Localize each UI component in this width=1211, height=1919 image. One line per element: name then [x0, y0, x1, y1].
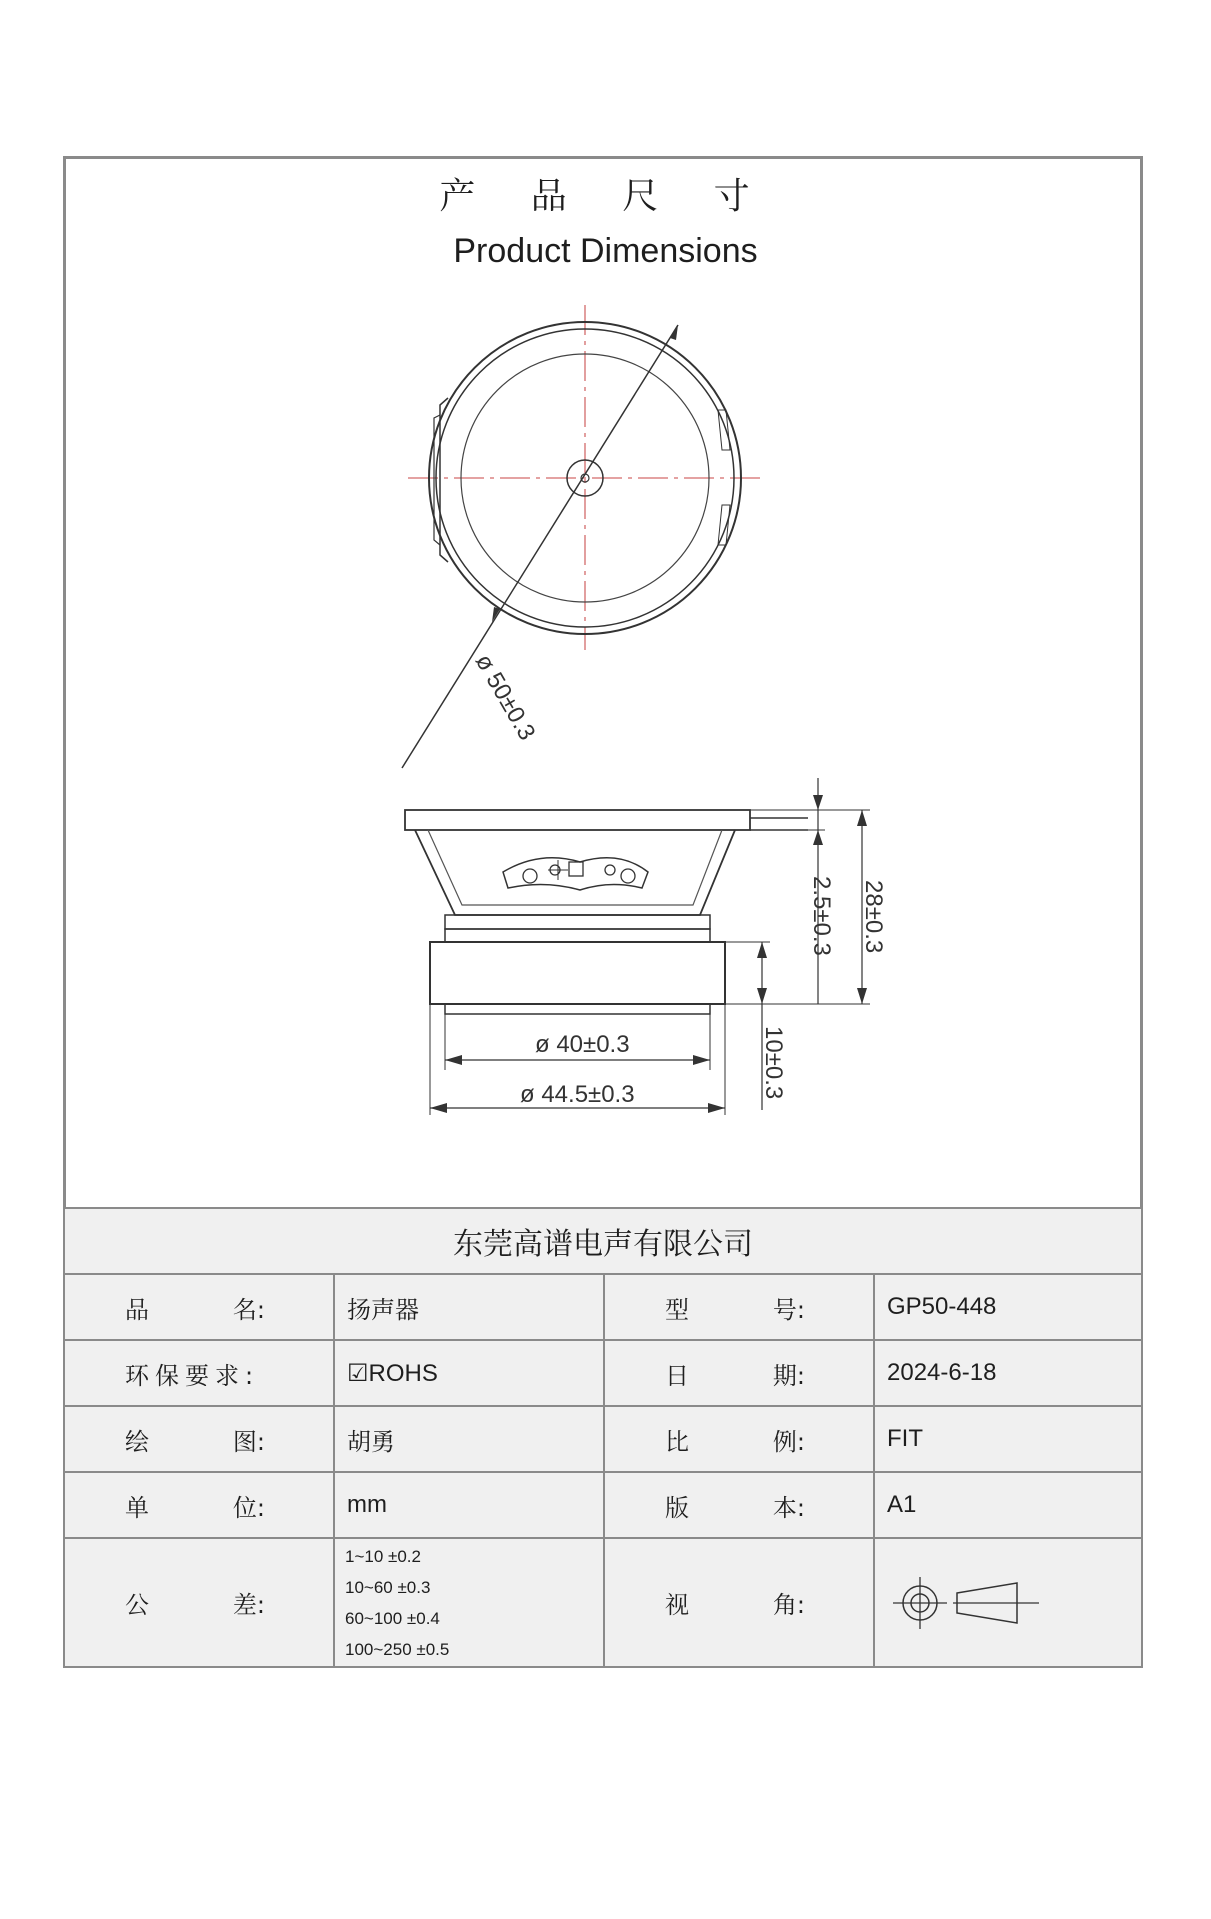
magnet [430, 942, 725, 1004]
label-model: 型 号: [603, 1273, 875, 1341]
flange-height-label: 2.5±0.3 [808, 876, 835, 956]
inner-diameter-label: ø 40±0.3 [535, 1031, 630, 1058]
value-tolerance [333, 1537, 605, 1668]
label-scale: 比 例: [603, 1405, 875, 1473]
value-environmental: ☑ROHS [333, 1339, 605, 1407]
label-product-name: 品 名: [63, 1273, 335, 1341]
side-view [405, 778, 887, 1115]
diameter-leader-line [402, 325, 678, 768]
title-chinese: 产 品 尺 寸 [439, 176, 772, 217]
label-environmental: 环保要求: [63, 1339, 335, 1407]
tolerance-line: 1~10 ±0.2 [345, 1546, 421, 1566]
value-date: 2024-6-18 [873, 1339, 1143, 1407]
front-diameter-label: ø 50±0.3 [469, 649, 541, 745]
outer-diameter-label: ø 44.5±0.3 [520, 1081, 635, 1108]
tolerance-line: 100~250 ±0.5 [345, 1639, 450, 1659]
front-view [402, 305, 760, 768]
label-version: 版 本: [603, 1471, 875, 1539]
company-name: 东莞高谱电声有限公司 [63, 1207, 1143, 1275]
magnet-height-label: 10±0.3 [760, 1026, 787, 1100]
total-height-label: 28±0.3 [860, 880, 887, 954]
third-angle-projection-icon [887, 1573, 1047, 1633]
value-view-angle [873, 1537, 1143, 1668]
tolerance-line: 10~60 ±0.3 [345, 1577, 431, 1597]
value-unit: mm [333, 1471, 605, 1539]
tolerance-line: 60~100 ±0.4 [345, 1608, 440, 1628]
flange [405, 810, 750, 830]
label-date: 日 期: [603, 1339, 875, 1407]
value-product-name: 扬声器 [333, 1273, 605, 1341]
value-model: GP50-448 [873, 1273, 1143, 1341]
label-view-angle: 视 角: [603, 1537, 875, 1668]
label-tolerance: 公 差: [63, 1537, 335, 1668]
label-drawn-by: 绘 图: [63, 1405, 335, 1473]
value-version: A1 [873, 1471, 1143, 1539]
value-drawn-by: 胡勇 [333, 1405, 605, 1473]
label-unit: 单 位: [63, 1471, 335, 1539]
terminal-board [503, 858, 648, 890]
title-english: Product Dimensions [453, 232, 758, 270]
value-scale: FIT [873, 1405, 1143, 1473]
